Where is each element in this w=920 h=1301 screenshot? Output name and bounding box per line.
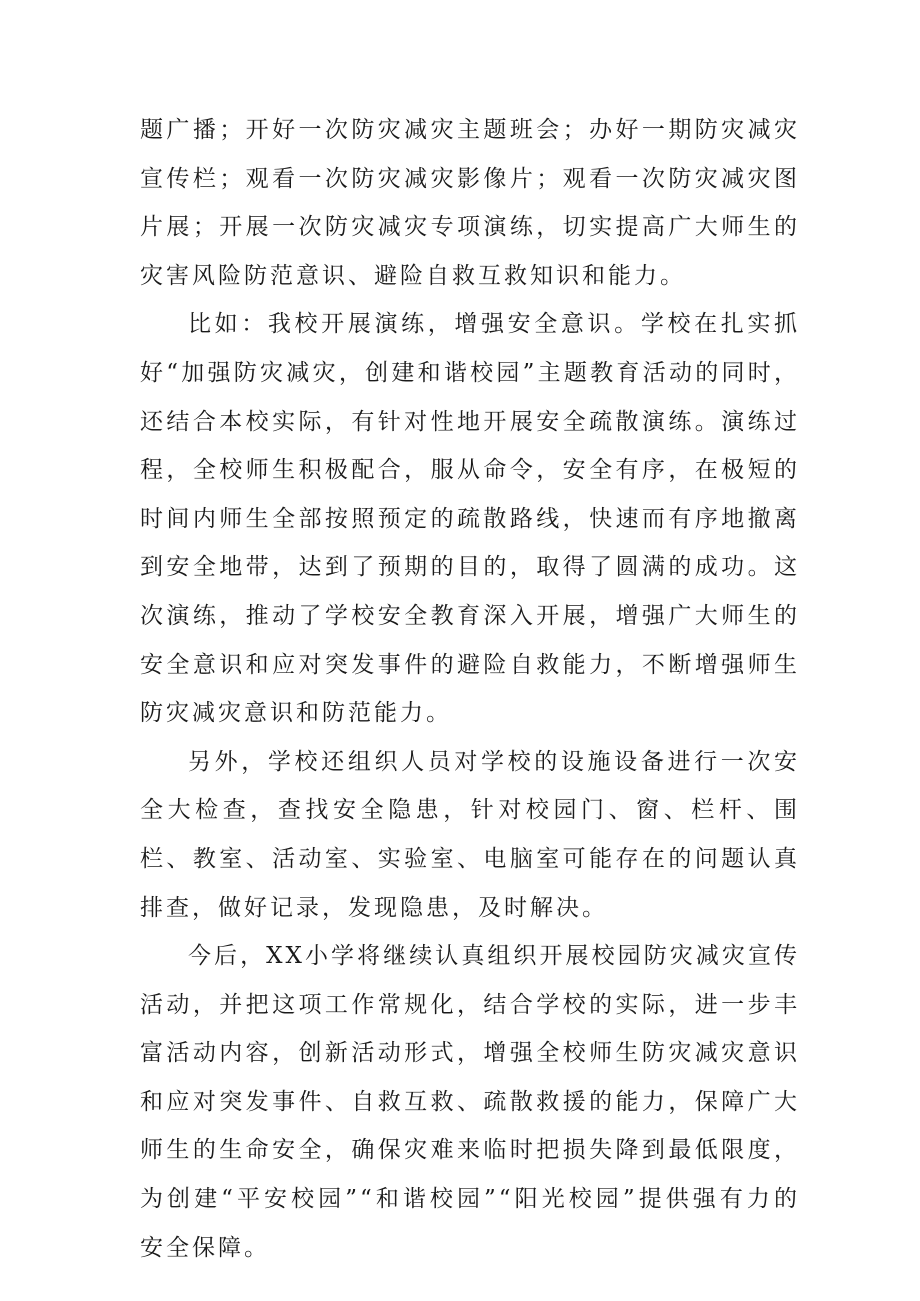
paragraph-2: 比如：我校开展演练，增强安全意识。学校在扎实抓好“加强防灾减灾，创建和谐校园”主题教育活动的同时，还结合本校实际，有针对性地开展安全疏散演练。演练过程，全校师生积极配合，服从命令，安全有序，在极短的时间内师生全部按照预定的疏散路线，快速而有序地撤离到安全地带，达到了预期的目的，取得了圆满的成功。这次演练，推动了学校安全教育深入开展，增强广大师生的安全意识和应对突发事件的避险自救能力，不断增强师生防灾减灾意识和防范能力。	[140, 311, 800, 727]
paragraph-4: 今后，XX小学将继续认真组织开展校园防灾减灾宣传活动，并把这项工作常规化，结合学校的实际，进一步丰富活动内容，创新活动形式，增强全校师生防灾减灾意识和应对突发事件、自救互救、疏散救援的能力，保障广大师生的生命安全，确保灾难来临时把损失降到最低限度，为创建“平安校园”“和谐校园”“阳光校园”提供强有力的安全保障。	[140, 943, 800, 1261]
paragraph-3: 另外，学校还组织人员对学校的设施设备进行一次安全大检查，查找安全隐患，针对校园门、窗、栏杆、围栏、教室、活动室、实验室、电脑室可能存在的问题认真排查，做好记录，发现隐患，及时解决。	[140, 748, 800, 921]
document-body	[140, 106, 800, 1272]
paragraph-1: 题广播；开好一次防灾减灾主题班会；办好一期防灾减灾宣传栏；观看一次防灾减灾影像片；观看一次防灾减灾图片展；开展一次防灾减灾专项演练，切实提高广大师生的灾害风险防范意识、避险自救互救知识和能力。	[140, 117, 800, 289]
